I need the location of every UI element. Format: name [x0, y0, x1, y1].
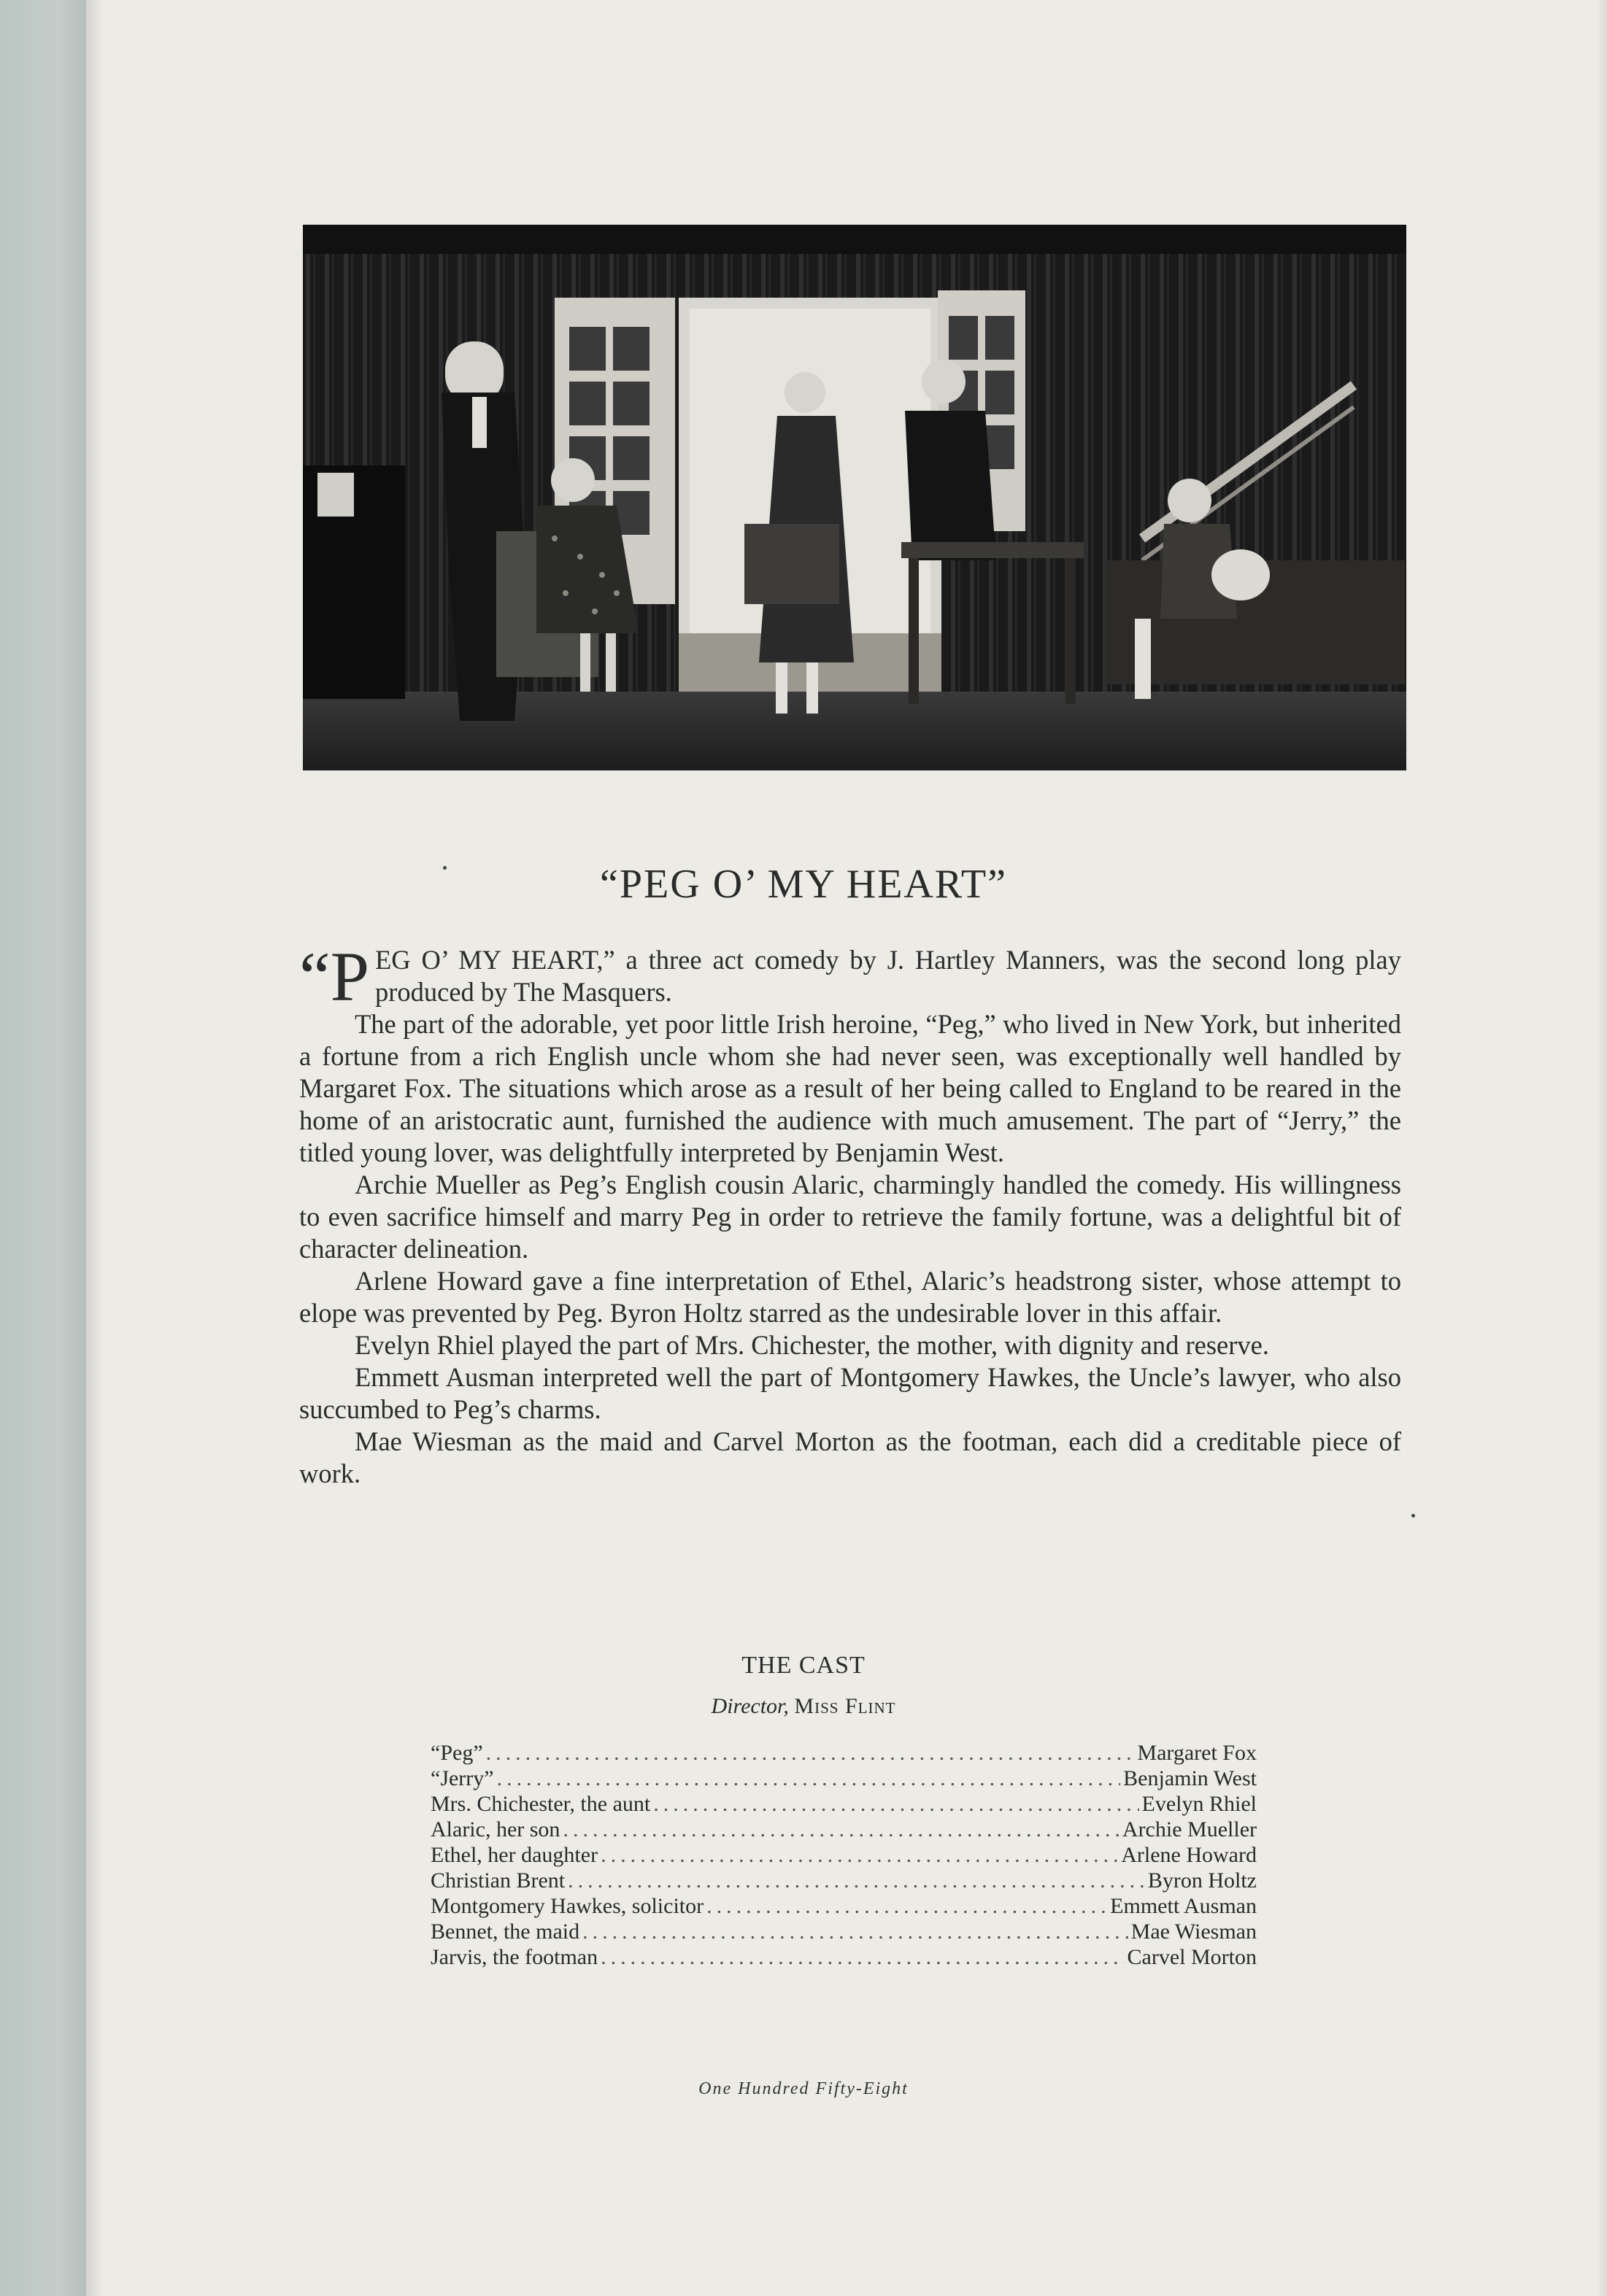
cast-row [431, 1817, 1257, 1842]
article-paragraph: Emmett Ausman interpreted well the part of Montgomery Hawkes, the Uncle’s lawyer, who also succumbed to Peg’s charms. [299, 1362, 1401, 1424]
dot-leader [706, 1893, 1107, 1919]
article-paragraph: Mae Wiesman as the maid and Carvel Morton as the footman, each did a creditable piece of work. [299, 1426, 1401, 1488]
cast-row [431, 1893, 1257, 1919]
cast-actor: Emmett Ausman [1110, 1894, 1257, 1918]
gutter-shadow [86, 0, 104, 2296]
article-paragraph [299, 938, 1401, 1016]
cast-role: “Peg” [431, 1741, 483, 1765]
cast-actor: Mae Wiesman [1130, 1920, 1257, 1944]
article-paragraph: Arlene Howard gave a fine interpretation of Ethel, Alaric’s headstrong sister, whose attempt to elope was prevented by Peg. Byron Holtz starred as the undesirable lover in this affair. [299, 1266, 1401, 1328]
dot-leader [563, 1817, 1119, 1842]
article-paragraph: The part of the adorable, yet poor little Irish heroine, “Peg,” who lived in New York, but inherited a fortune from a rich English uncle whom she had never seen, was exceptionally well handled by Margaret Fox. The situations which arose as a result of her being called to England to be reared in the home of an aristocratic aunt, furnished the audience with much amusement. The part of “Jerry,” the titled young lover, was delightfully interpreted by Benjamin West. [299, 1009, 1401, 1167]
page-edge-shadow [1597, 0, 1607, 2296]
cast-role: Ethel, her daughter [431, 1843, 598, 1867]
cast-actor: Byron Holtz [1147, 1868, 1257, 1893]
stage-photograph [303, 225, 1406, 770]
cast-heading: THE CAST [741, 1652, 866, 1679]
drop-cap: “P [299, 938, 369, 1016]
director-name: Miss Flint [794, 1694, 896, 1718]
cast-row [431, 1868, 1257, 1893]
cast-row [431, 1944, 1257, 1970]
dot-leader [486, 1740, 1135, 1766]
dot-leader [497, 1766, 1121, 1791]
dot-leader [582, 1919, 1128, 1944]
cast-row [431, 1740, 1257, 1766]
dot-leader [601, 1842, 1118, 1868]
cast-row [431, 1919, 1257, 1944]
cast-role: Mrs. Chichester, the aunt [431, 1792, 651, 1816]
article-paragraph: Archie Mueller as Peg’s English cousin Alaric, charmingly handled the comedy. His willingness to even sacrifice himself and marry Peg in order to retrieve the family fortune, was a delightful bit of character delineation. [299, 1170, 1401, 1264]
book-binding-strip [0, 0, 86, 2296]
paragraph-text: EG O’ MY HEART,” a three act comedy by J. Hartley Manners, was the second long play produced by The Masquers. [375, 945, 1401, 1007]
page-number: One Hundred Fifty-Eight [698, 2079, 909, 2098]
dot-leader [601, 1944, 1124, 1970]
cast-actor: Arlene Howard [1121, 1843, 1257, 1867]
article-body [299, 938, 1401, 1490]
cast-list [431, 1740, 1257, 1970]
cast-actor: Margaret Fox [1137, 1741, 1257, 1765]
cast-role: Montgomery Hawkes, solicitor [431, 1894, 704, 1918]
cast-role: Bennet, the maid [431, 1920, 580, 1944]
article-paragraph: Evelyn Rhiel played the part of Mrs. Chichester, the mother, with dignity and reserve. [355, 1330, 1269, 1360]
stage-play-photo-icon [303, 225, 1406, 770]
cast-actor: Benjamin West [1123, 1766, 1257, 1790]
director-label: Director, [711, 1694, 789, 1718]
director-line [0, 1694, 1607, 1719]
cast-actor: Archie Mueller [1122, 1817, 1257, 1841]
cast-row [431, 1791, 1257, 1817]
cast-actor: Carvel Morton [1127, 1945, 1257, 1969]
print-speck [1411, 1514, 1415, 1518]
cast-row [431, 1766, 1257, 1791]
cast-actor: Evelyn Rhiel [1141, 1792, 1257, 1816]
cast-role: Jarvis, the footman [431, 1945, 598, 1969]
dot-leader [653, 1791, 1138, 1817]
cast-role: “Jerry” [431, 1766, 494, 1790]
dot-leader [568, 1868, 1145, 1893]
cast-role: Christian Brent [431, 1868, 566, 1893]
page-title: “PEG O’ MY HEART” [600, 862, 1007, 907]
cast-role: Alaric, her son [431, 1817, 560, 1841]
cast-row [431, 1842, 1257, 1868]
